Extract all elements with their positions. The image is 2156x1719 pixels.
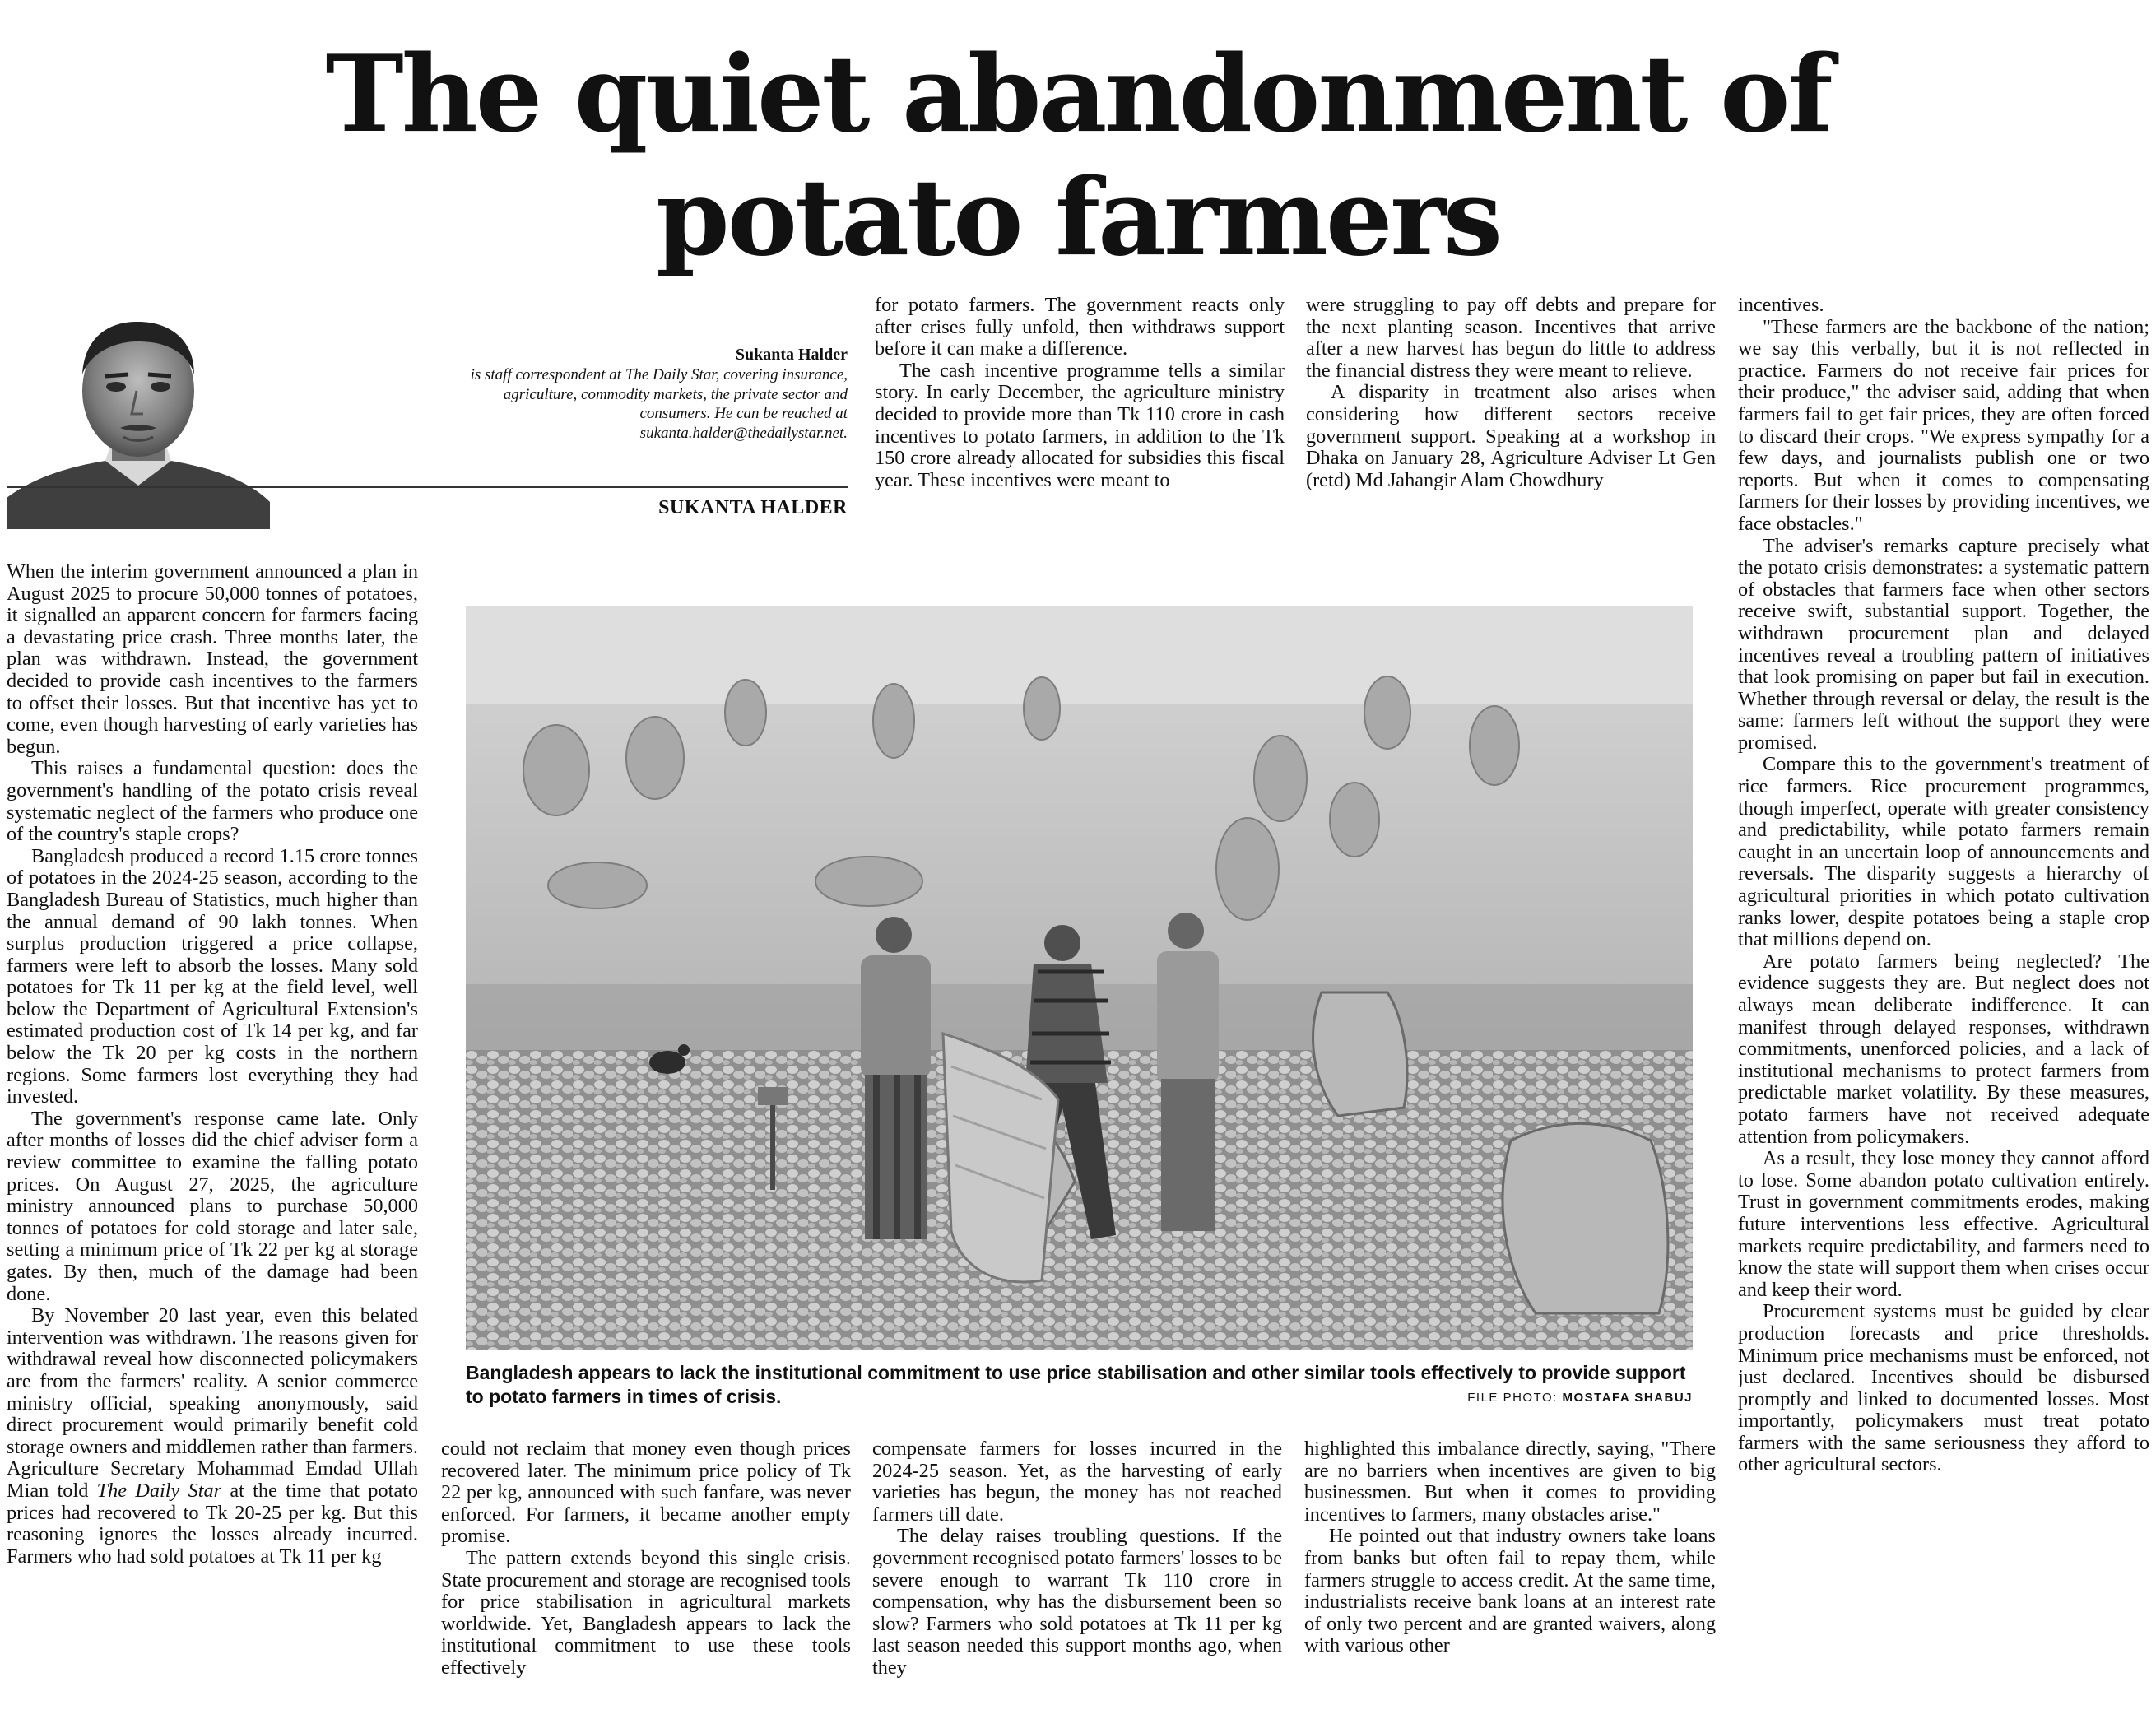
publication-name: The Daily Star xyxy=(96,1479,222,1502)
author-divider xyxy=(7,486,848,488)
paragraph: The delay raises troubling questions. If the government recognised potato farmers' losses to be severe enough to warrant Tk 110 crore in compensation, why has the disbursement been so slow? Farmers who sold potatoes at Tk 11 per kg last season needed this support months ago, when they xyxy=(872,1525,1282,1679)
paragraph: The cash incentive programme tells a similar story. In early December, the agriculture ministry decided to provide more than Tk 110 crore in cash incentives to potato farmers, in addition to the Tk 150 crore already allocated for subsidies this fiscal year. These incentives were meant to xyxy=(875,359,1285,491)
paragraph: This raises a fundamental question: does the government's handling of the potato crisis reveal systematic neglect of the farmers who produce one of the country's staple crops? xyxy=(7,757,418,846)
paragraph: compensate farmers for losses incurred in the 2024-25 season. Yet, as the harvesting of early varieties has begun, the money has not reached farmers till date. xyxy=(872,1438,1282,1526)
text-run: By November 20 last year, even this belated intervention was withdrawn. The reasons given for withdrawal reveal how disconnected policymakers are from the farmers' reality. A senior commerce ministry official, speaking anonymously, said direct procurement would primarily benefit cold storage owners and middlemen rather than farmers. Agriculture Secretary Mohammad Emdad Ullah Mian told xyxy=(7,1304,418,1502)
column-1 xyxy=(7,561,418,1713)
column-3-bottom xyxy=(872,1438,1282,1715)
photo-credit xyxy=(1234,1391,1693,1405)
paragraph: Are potato farmers being neglected? The evidence suggests they are. But neglect does not always mean deliberate indifference. It can manifest through delayed responses, withdrawn commitments, unenforced policies, and a lack of institutional mechanisms to protect farmers from predictable market volatility. By these measures, potato farmers have not received adequate attention from policymakers. xyxy=(1738,950,2149,1148)
paragraph: highlighted this imbalance directly, saying, "There are no barriers when incentives are given to big businessmen. But when it comes to providing incentives to farmers, many obstacles arise." xyxy=(1304,1438,1716,1526)
paragraph: Bangladesh produced a record 1.15 crore tonnes of potatoes in the 2024-25 season, according to the Bangladesh Bureau of Statistics, much higher than the annual demand of 90 lakh tonnes. When surplus production triggered a price collapse, farmers were left to absorb the losses. Many sold potatoes for Tk 11 per kg at the field level, well below the Department of Agricultural Extension's estimated production cost of Tk 14 per kg, and far below the Tk 20 per kg costs in the northern regions. Some farmers lost everything they had invested. xyxy=(7,844,418,1108)
photo-credit-name: MOSTAFA SHABUJ xyxy=(1562,1391,1693,1405)
headline-line-1: The quiet abandonment of xyxy=(325,33,1831,156)
byline: SUKANTA HALDER xyxy=(658,497,848,518)
paragraph: The government's response came late. Only after months of losses did the chief adviser form a review committee to examine the falling potato prices. On August 27, 2025, the agriculture ministry announced plans to purchase 50,000 tonnes of potatoes for cold storage and later sale, setting a minimum price of Tk 22 per kg at storage gates. By then, much of the damage had been done. xyxy=(7,1107,418,1305)
paragraph: When the interim government announced a plan in August 2025 to procure 50,000 tonnes of potatoes, it signalled an apparent concern for farmers facing a devastating price crash. Three months later, the plan was withdrawn. Instead, the government decided to provide cash incentives to the farmers to offset their losses. But that incentive has yet to come, even though harvesting of early varieties has begun. xyxy=(7,561,418,758)
paragraph: could not reclaim that money even though prices recovered later. The minimum price policy of Tk 22 per kg, announced with such fanfare, was never enforced. For farmers, it became another empty promise. xyxy=(441,1438,851,1548)
paragraph: Compare this to the government's treatment of rice farmers. Rice procurement programmes, though imperfect, operate with greater consistency and predictability, while potato farmers remain caught in an uncertain loop of announcements and reversals. The disparity suggests a hierarchy of agricultural priorities in which potato cultivation ranks lower, despite potatoes being a staple crop that millions depend on. xyxy=(1738,753,2149,951)
paragraph: A disparity in treatment also arises when considering how different sectors receive government support. Speaking at a workshop in Dhaka on January 28, Agriculture Adviser Lt Gen (retd) Md Jahangir Alam Chowdhury xyxy=(1306,381,1716,491)
author-name: Sukanta Halder xyxy=(735,346,848,364)
column-2-bottom xyxy=(441,1438,851,1715)
photo-credit-label: FILE PHOTO: xyxy=(1467,1391,1558,1405)
author-info xyxy=(461,344,848,443)
paragraph: "These farmers are the backbone of the nation; we say this verbally, but it is not reflected in practice. Farmers do not receive fair prices for their produce," the adviser said, adding that when farmers fail to get fair prices, they are often forced to discard their crops. "We express sympathy for a few days, and journalists publish one or two reports. But when it comes to compensating farmers for their losses by providing incentives, we face obstacles." xyxy=(1738,315,2149,535)
paragraph: The pattern extends beyond this single crisis. State procurement and storage are recognised tools for price stabilisation in agricultural markets worldwide. Yet, Bangladesh appears to lack the institutional commitment to use these tools effectively xyxy=(441,1546,851,1679)
photo-caption: Bangladesh appears to lack the institutional commitment to use price stabilisation and other similar tools effectively to provide support to potato farmers in times of crisis. xyxy=(466,1362,1686,1407)
article-headline xyxy=(0,33,2156,280)
paragraph: As a result, they lose money they cannot afford to lose. Some abandon potato cultivation entirely. Trust in government commitments erodes, making future interventions less effective. Agricultural markets require predictability, and farmers need to know the state will support them when crises occur and keep their word. xyxy=(1738,1147,2149,1301)
paragraph: incentives. xyxy=(1738,295,1824,316)
paragraph: The adviser's remarks capture precisely what the potato crisis demonstrates: a systematic pattern of obstacles that farmers face when other sectors receive swift, substantial support. Together, the withdrawn procurement plan and delayed incentives reveal a troubling pattern of initiatives that look promising on paper but fail in execution. Whether through reversal or delay, the result is the same: farmers left without the support they were promised. xyxy=(1738,534,2149,754)
paragraph: Procurement systems must be guided by clear production forecasts and price thresholds. Minimum price mechanisms must be enforced, not just declared. Incentives should be disbursed promptly and linked to documented losses. Most importantly, policymakers must treat potato farmers with the same seriousness they afford to other agricultural sectors. xyxy=(1738,1300,2149,1476)
author-bio: is staff correspondent at The Daily Star, covering insurance, agriculture, commodity markets, the private sector and consumers. He can be reached at sukanta.halder@thedailystar.net. xyxy=(470,366,848,442)
headline-line-2: potato farmers xyxy=(656,156,1500,280)
column-2-top xyxy=(875,295,1285,537)
column-5 xyxy=(1738,295,2149,1715)
paragraph xyxy=(7,1305,418,1568)
paragraph: were struggling to pay off debts and prepare for the next planting season. Incentives that arrive after a new harvest has begun do little to address the financial distress they were meant to relieve. xyxy=(1306,295,1716,382)
text-run: at the time that potato prices had recovered to Tk 20-25 per kg. But this reasoning ignores the losses already incurred. Farmers who had sold potatoes at Tk 11 per kg xyxy=(7,1479,418,1568)
column-3-top xyxy=(1306,295,1716,537)
author-portrait-icon xyxy=(7,309,270,529)
paragraph: He pointed out that industry owners take loans from banks but often fail to repay them, while farmers struggle to access credit. At the same time, industrialists receive bank loans at an interest rate of only two percent and are granted waivers, along with various other xyxy=(1304,1525,1716,1657)
farmers-bagging-potatoes-photo xyxy=(466,606,1693,1350)
paragraph: for potato farmers. The government reacts only after crises fully unfold, then withdraws support before it can make a difference. xyxy=(875,295,1285,360)
column-4-bottom xyxy=(1304,1438,1716,1715)
